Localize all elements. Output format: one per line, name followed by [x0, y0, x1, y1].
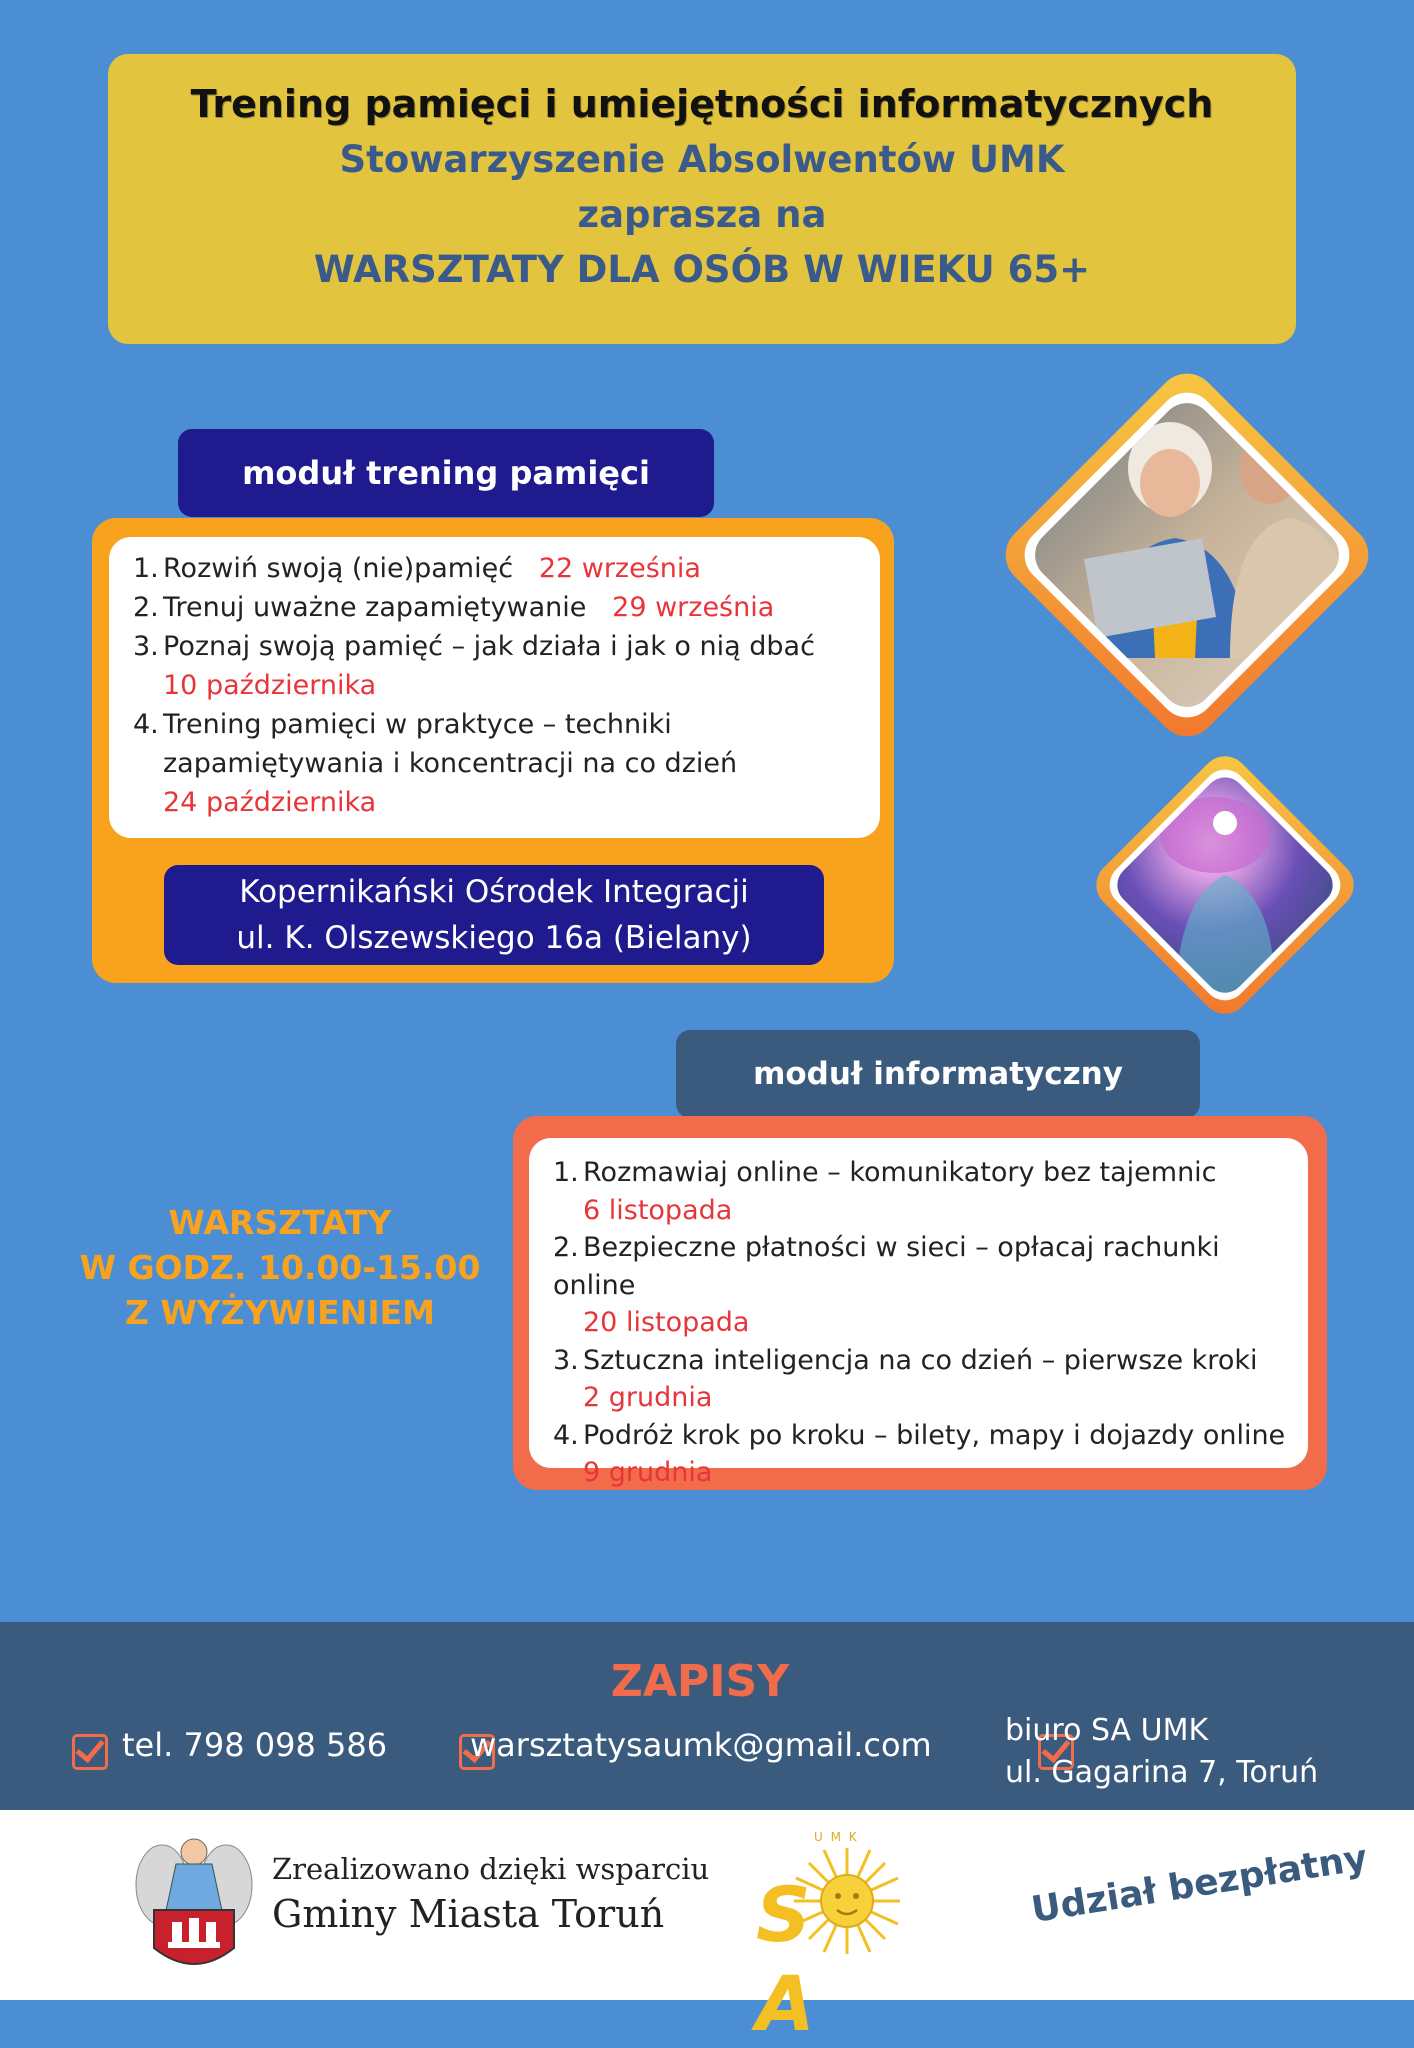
sa-umk-logo: [752, 1830, 942, 2048]
list-item: 4. Trening pamięci w praktyce – techniki zapamiętywania i koncentracji na co dzień 24 października: [133, 709, 738, 818]
free-participation-note: Udział bezpłatny: [1028, 1837, 1371, 1931]
event-title: WARSZTATY DLA OSÓB W WIEKU 65+: [313, 248, 1091, 291]
brain-illustration: [1085, 745, 1365, 1025]
checkbox-icon: [72, 1734, 108, 1770]
list-item: 2. Trenuj uważne zapamiętywanie 29 września: [133, 592, 775, 623]
signup-office-line2: ul. Gagarina 7, Toruń: [1005, 1755, 1319, 1790]
signup-phone[interactable]: tel. 798 098 586: [122, 1726, 388, 1764]
list-item: 3. Poznaj swoją pamięć – jak działa i jak o nią dbać 10 października: [133, 631, 815, 701]
it-module-label: [676, 1030, 1200, 1118]
memory-module-label: [178, 429, 714, 517]
torun-coat-of-arms-icon: [132, 1830, 256, 1980]
seniors-photo: [990, 358, 1384, 752]
organizer-name: Stowarzyszenie Absolwentów UMK: [339, 138, 1065, 181]
signup-email[interactable]: warsztatysaumk@gmail.com: [470, 1726, 932, 1764]
signup-office-line1: biuro SA UMK: [1005, 1713, 1209, 1748]
workshop-info-line1: WARSZTATY: [168, 1203, 392, 1242]
sponsor-strip: [0, 1810, 1414, 2048]
page-title: Trening pamięci i umiejętności informatycznych: [190, 82, 1214, 126]
it-module-label-text: moduł informatyczny: [753, 1056, 1123, 1092]
sponsor-text: [272, 1852, 709, 1936]
sponsor-line1: Zrealizowano dzięki wsparciu: [272, 1852, 710, 1886]
workshop-info-line2: W GODZ. 10.00-15.00: [79, 1248, 481, 1287]
signup-title: ZAPISY: [610, 1656, 790, 1707]
signup-section: [0, 1622, 1414, 1810]
it-module-list-box: [529, 1138, 1308, 1488]
logo-letters: S A: [756, 1870, 877, 2048]
location-line1: Kopernikański Ośrodek Integracji: [239, 874, 749, 910]
sponsor-line2: Gminy Miasta Toruń: [272, 1892, 665, 1936]
memory-module-list: [109, 537, 880, 822]
invites-text: zaprasza na: [577, 193, 827, 236]
location-line2: ul. K. Olszewskiego 16a (Bielany): [236, 920, 752, 956]
workshop-info-line3: Z WYŻYWIENIEM: [124, 1293, 436, 1332]
list-item: 2. Bezpieczne płatności w sieci – opłacaj rachunki online 20 listopada: [553, 1232, 1220, 1338]
signup-office: [1005, 1710, 1318, 1794]
it-module-list: [529, 1138, 1308, 1492]
location-box: [164, 865, 824, 965]
list-item: 1. Rozmawiaj online – komunikatory bez tajemnic 6 listopada: [553, 1157, 1217, 1226]
list-item: 4. Podróż krok po kroku – bilety, mapy i dojazdy online 9 grudnia: [553, 1419, 1286, 1488]
list-item: 1. Rozwiń swoją (nie)pamięć 22 września: [133, 553, 701, 584]
list-item: 3. Sztuczna inteligencja na co dzień – pierwsze kroki 2 grudnia: [553, 1344, 1258, 1413]
header-banner: [108, 54, 1296, 344]
workshop-info: [60, 1200, 500, 1335]
memory-module-list-box: [109, 537, 880, 838]
memory-module-label-text: moduł trening pamięci: [242, 454, 650, 492]
logo-small-text: U M K: [814, 1830, 859, 1844]
